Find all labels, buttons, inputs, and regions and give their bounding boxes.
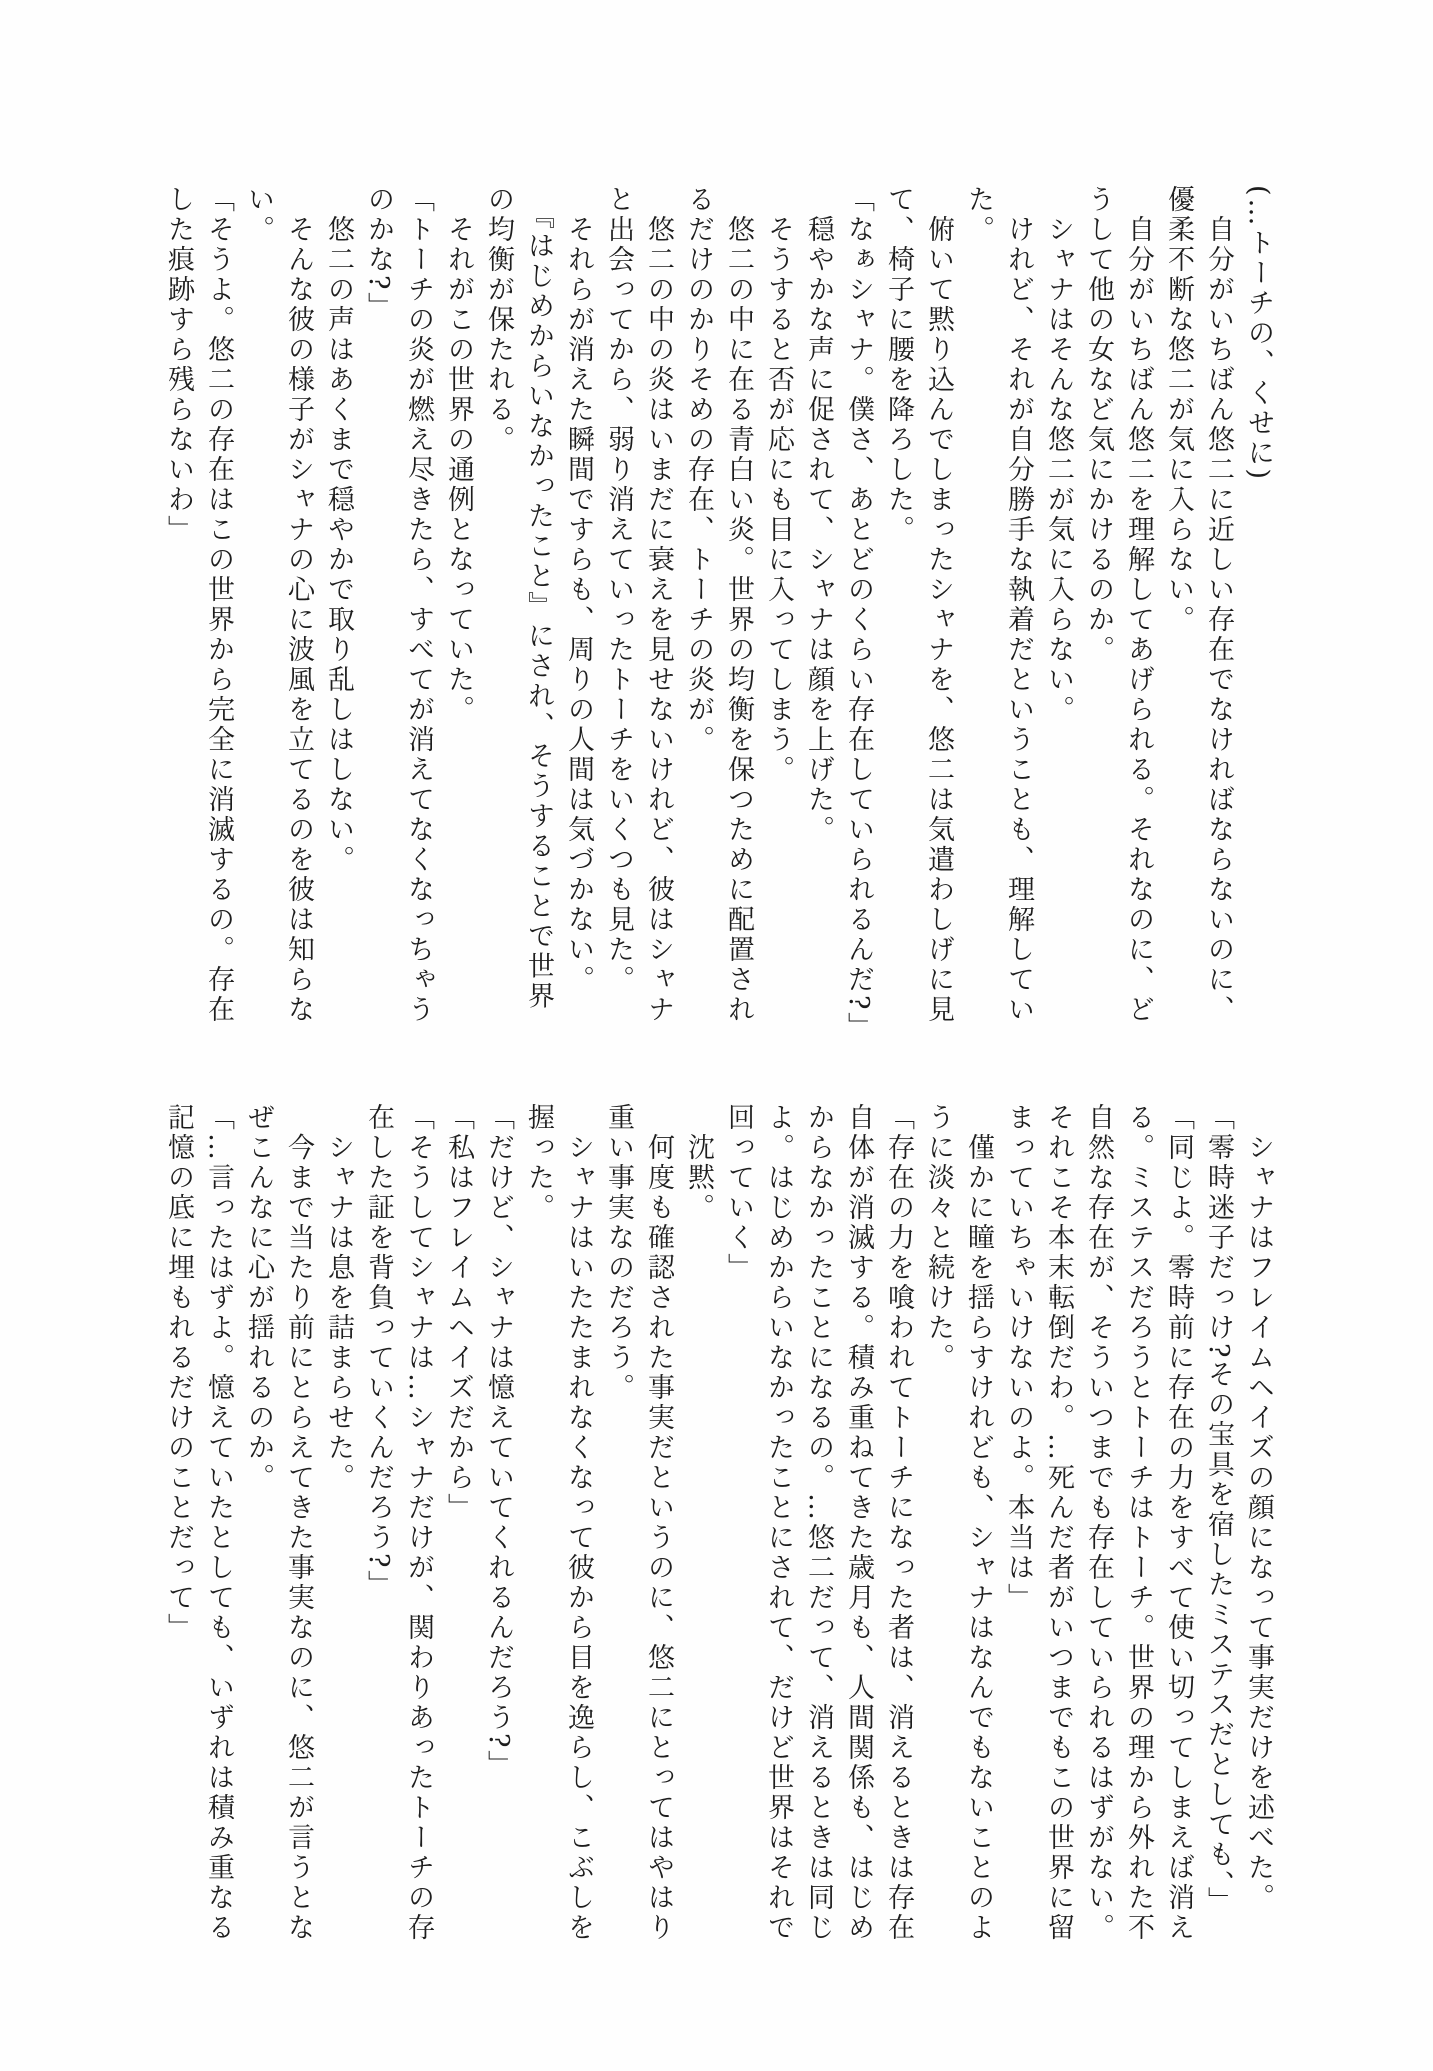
text-line: よ。はじめからいなかったことにされて、だけど世界はそれで [763, 1103, 794, 1943]
text-line: た。 [963, 185, 994, 245]
text-line: うに淡々と続けた。 [923, 1103, 954, 1373]
text-line: そうすると否が応にも目に入ってしまう。 [763, 185, 794, 785]
text-line: 重い事実なのだろう。 [603, 1103, 634, 1403]
text-block-upper [158, 185, 1278, 1070]
text-line: るだけのかりそめの存在、トーチの炎が。 [683, 185, 714, 755]
text-line: それこそ本末転倒だわ。…死んだ者がいつまでもこの世界に留 [1043, 1103, 1074, 1943]
text-line: (…トーチの、くせに) [1243, 185, 1274, 483]
text-line: シャナはフレイムヘイズの顔になって事実だけを述べた。 [1243, 1103, 1274, 1913]
text-line: 『はじめからいなかったこと』にされ、そうすることで世界 [523, 185, 554, 1012]
text-line: 在した証を背負っていくんだろう?」 [363, 1103, 394, 1601]
text-line: 「そうしてシャナは…シャナだけが、関わりあったトーチの存 [403, 1103, 434, 1943]
text-line: からなかったことになるの。…悠二だって、消えるときは同じ [803, 1103, 834, 1943]
text-line: 「存在の力を喰われてトーチになった者は、消えるときは存在 [883, 1103, 914, 1943]
text-line: 穏やかな声に促されて、シャナは顔を上げた。 [803, 185, 834, 845]
text-line: ぜこんなに心が揺れるのか。 [243, 1103, 274, 1493]
text-line: 「私はフレイムヘイズだから」 [443, 1103, 474, 1523]
text-line: 悠二の中に在る青白い炎。世界の均衡を保つために配置され [723, 185, 754, 1025]
text-line: 「…言ったはずよ。憶えていたとしても、いずれは積み重なる [203, 1103, 234, 1943]
text-line: 僅かに瞳を揺らすけれども、シャナはなんでもないことのよ [963, 1103, 994, 1943]
text-line: 悠二の中の炎はいまだに衰えを見せないけれど、彼はシャナ [643, 185, 674, 1025]
text-line: シャナはいたたまれなくなって彼から目を逸らし、こぶしを [563, 1103, 594, 1943]
text-line: そんな彼の様子がシャナの心に波風を立てるのを彼は知らな [283, 185, 314, 1025]
text-line: シャナはそんな悠二が気に入らない。 [1043, 185, 1074, 725]
text-line: 自分がいちばん悠二を理解してあげられる。それなのに、ど [1123, 185, 1154, 1025]
text-line: 「同じよ。零時前に存在の力をすべて使い切ってしまえば消え [1163, 1103, 1194, 1943]
text-line: 悠二の声はあくまで穏やかで取り乱しはしない。 [323, 185, 354, 875]
text-line: 自分がいちばん悠二に近しい存在でなければならないのに、 [1203, 185, 1234, 1025]
text-line: 「だけど、シャナは憶えていてくれるんだろう?」 [483, 1103, 514, 1781]
text-line: 沈黙。 [683, 1103, 714, 1223]
text-line: と出会ってから、弱り消えていったトーチをいくつも見た。 [603, 185, 634, 995]
text-line: 「零時迷子だっけ?その宝具を宿したミステスだとしても、」 [1203, 1103, 1234, 1917]
text-line: い。 [243, 185, 274, 245]
text-line: けれど、それが自分勝手な執着だということも、理解してい [1003, 185, 1034, 1025]
text-line: 記憶の底に埋もれるだけのことだって」 [163, 1103, 194, 1643]
text-line: 俯いて黙り込んでしまったシャナを、悠二は気遣わしげに見 [923, 185, 954, 1025]
text-line: した痕跡すら残らないわ」 [163, 185, 194, 545]
text-line: それがこの世界の通例となっていた。 [443, 185, 474, 725]
text-block-lower [158, 1103, 1278, 1988]
text-line: まっていちゃいけないのよ。本当は」 [1003, 1103, 1034, 1613]
text-line: 自体が消滅する。積み重ねてきた歳月も、人間関係も、はじめ [843, 1103, 874, 1943]
text-line: 何度も確認された事実だというのに、悠二にとってはやはり [643, 1103, 674, 1943]
text-line: る。ミステスだろうとトーチはトーチ。世界の理から外れた不 [1123, 1103, 1154, 1943]
text-line: 握った。 [523, 1103, 554, 1223]
text-line: シャナは息を詰まらせた。 [323, 1103, 354, 1493]
text-line: 優柔不断な悠二が気に入らない。 [1163, 185, 1194, 635]
text-line: の均衡が保たれる。 [483, 185, 514, 455]
text-line: 自然な存在が、そういつまでも存在していられるはずがない。 [1083, 1103, 1114, 1943]
text-line: 「そうよ。悠二の存在はこの世界から完全に消滅するの。存在 [203, 185, 234, 1025]
text-line: それらが消えた瞬間ですらも、周りの人間は気づかない。 [563, 185, 594, 995]
text-line: て、椅子に腰を降ろした。 [883, 185, 914, 545]
text-line: 「なぁシャナ。僕さ、あとどのくらい存在していられるんだ?」 [843, 185, 874, 1043]
text-line: 回っていく」 [723, 1103, 754, 1283]
text-line: うして他の女など気にかけるのか。 [1083, 185, 1114, 665]
text-line: 今まで当たり前にとらえてきた事実なのに、悠二が言うとな [283, 1103, 314, 1943]
text-line: 「トーチの炎が燃え尽きたら、すべてが消えてなくなっちゃう [403, 185, 434, 1025]
text-line: のかな?」 [363, 185, 394, 323]
